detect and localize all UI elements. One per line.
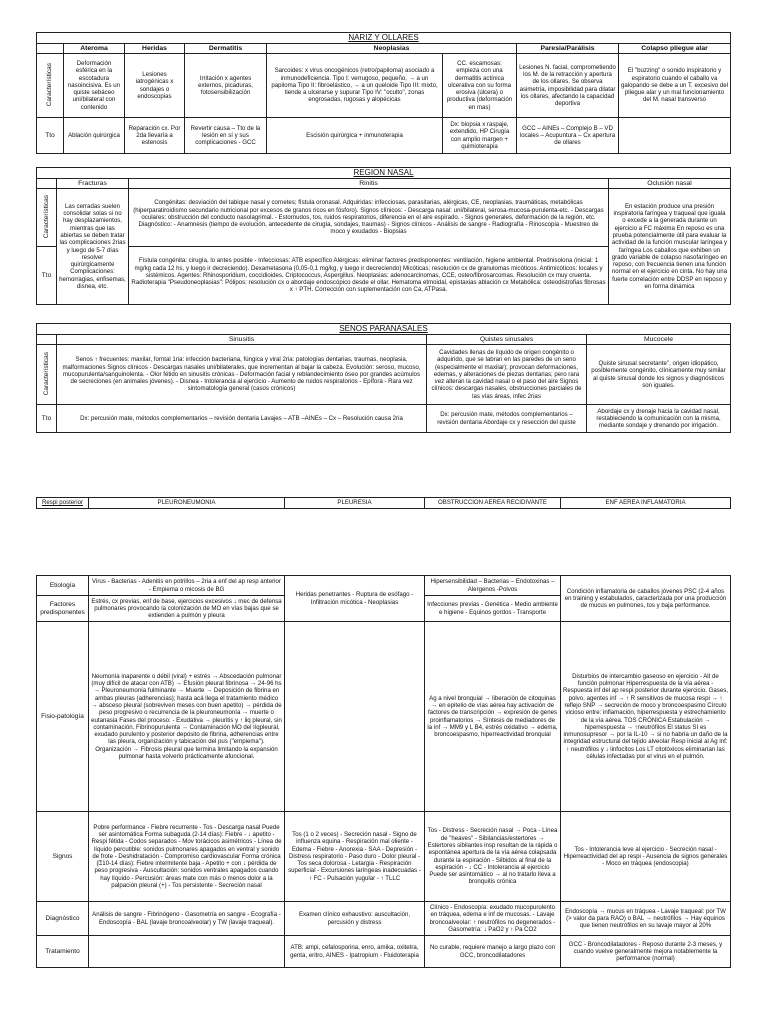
resp-header-pleuroneumonia: PLEURONEUMONIA	[89, 498, 285, 509]
senos-header-sinusitis: Sinusitis	[57, 335, 427, 345]
resp-row-label-tratamiento: Tratamiento	[37, 936, 89, 968]
nariz-cell-colapso: El "buzzing" o sonido inspiratorio y espiratorio cuando el caballo va galopando se debe a un T. excesivo del pliegue alar y un mal funcionamiento del M. nasal transverso	[619, 54, 731, 118]
nariz-tto-paresia: GCC – AINEs – Complejo B – VD locales – Acupuntura – Cx apertura de ollares	[517, 118, 619, 154]
senos-header-quistes: Quistes sinusales	[427, 335, 587, 345]
resp-tto-obstruccion: No curable, requiere manejo a largo plazo con GCC, broncodilatadores	[425, 936, 561, 968]
senos-cell-quistes: Cavidades llenas de líquido de origen congénito o adquirido, que se labran en las paredes de un seno (especialmente el maxilar); provocan deformaciones, edemas, y alteraciones de piezas dentarias; pero rara vez alteran la cavidad nasal o el paso del aire Signos clínicos: descargas nasales, obstrucciones parciales de las vías áreas, infec 2rias	[427, 345, 587, 405]
region-cell-oclusion: En estación produce una presión inspiratoria faríngea y traqueal que iguala o excede a la generada durante un ejercicio a FC máxima En reposo es una prueba potencialmente útil para evaluar la actividad de la función muscular laríngea y faríngea Los caballos que exhiben un grado variable de colapso nasofaríngeo en reposo, con frecuencia tienen una función normal en el ejercicio en cinta. No hay una fuerte correlación entre DDSP en reposo y en forma dinámica	[609, 189, 731, 305]
resp-factores-pleuroneumonia: Estrés, cx previas, enf de base, ejercicios excesivos ↓ mec de defensa pulmonares provocando la colonización de MO en vías bajas que se extienden a pulmón y pleura	[89, 596, 285, 622]
senos-row-label-caracteristicas: Características	[37, 345, 57, 405]
region-cell-fracturas: Las cerradas suelen consolidar solas si no hay desplazamientos, mientras que las abiertas se deben tratar las complicaciones 2rias y luego de 5-7 días resolver quirúrgicamente Complicaciones: hemorragias, enfisemas, disnea, etc.	[57, 189, 129, 305]
nariz-cell-cc-escamosas: CC. escamosas: empieza con una dermatitis actínica ulcerativa con su forma erosiva (úlcera) o productiva (deformación en mas)	[443, 54, 517, 118]
nariz-tto-dermatitis: Revertir causa – Tto de la lesión en sí y sus complicaciones - GCC	[185, 118, 267, 154]
resp-tto-pleuroneumonia	[89, 936, 285, 968]
nariz-cell-sarcoides: Sarcoides: x virus oncogénicos (retro/papiloma) asociado a inmunodeficiencia. Tipo I: verrugoso, pequeño, → a un papiloma Tipo II: fibroelástico, → a un queloide Tipo III: mixto, tiende a ulcerarse y supurar Tipo IV: "oculto", zonas engrosadas, rugosas y alopécicas	[267, 54, 443, 118]
region-title: REGION NASAL	[37, 168, 731, 179]
nariz-header-colapso: Colapso pliegue alar	[619, 44, 731, 54]
region-tto-rinitis: Fístula congénita: cirugía, lo antes posible - Infecciosas: ATB específico Alérgicas: eliminar factores predisponentes: ventilación, higiene ambiental. Prednisolona (inicial: 1 mg/kg cada 12 hs, y luego ir decreciendo). Dexametasona (0,05-0,1 mg/kg, y luego ir decreciendo) Micóticas: resolución cx de granulomas micóticos. Antimicóticos: locales y sistémicos. Agentes: Rhinosporidium, coccidioides, Criptococcus, Aspergillus. Neoplasias: adenocarcinomas, CCE, osteo/fibrosarcomas. Resolución cx muy cruenta. Radioterapia "Pseudoneoplasias": Pólipos: resolución cx o abordaje endoscópico desde el ollar. Hematoma etmoidal, epistaxias ablación cx Metabólica: osteodistrofias fibrosas x ↑ PTH. Corrección con suplementación con Ca, ATPasa.	[129, 247, 609, 305]
senos-tto-mucocele: Abordaje cx y drenaje hacia la cavidad nasal, restableciendo la comunicación con la misma, mediante sondaje y drenando por irrigación.	[587, 405, 731, 433]
resp-signos-pleuroneumonia: Pobre performance - Fiebre recurrente - Tos - Descarga nasal Puede ser asintomática Forma subaguda (2-14 días): Fiebre - ↓ apetito - Respi fétida - Codos separados - Mov torácicos asimétricos - Línea de líquido percutible: sonidos pulmonares apagados en ventral y sonido de frote - Deshidratación - Compromiso cardiovascular Forma crónica (⍰10-14 días): Fiebre intermitente baja - Apetito + con ↓ pérdida de peso progresiva - Auscultación: sonidos ventrales apagados cuando hay líquido - Percusión: áreas mate con más o menos dolor a la palpación pleural (+) - Tos persistente - Secreción nasal	[89, 812, 285, 902]
senos-cell-sinusitis: Senos ↑ frecuentes: maxilar, forntal 1ria: infección bacteriana, fúngica y viral 2ria: patologías dentarias, traumas, neoplasia, malformaciones Signos clínicos - Descargas nasales uni/bilaterales, que incrementan al bajar la cabeza. Evolución: seroso, mucoso, mucopurulenta/sanguinolenta. - Olor fétido en sinusitis crónicas - Deformación facial y reblandecimiento óseo por grandes acúmulos de secreciones (en animales jóvenes). - Disnea - Intolerancia al ejercicio - Aumento de ruidos respiratorios - Epífora - Rara vez sintomatología general (casos crónicos)	[57, 345, 427, 405]
nariz-title: NARIZ Y OLLARES	[37, 33, 731, 44]
resp-fisio-enf-inflamatoria: Disturbios de intercambio gaseoso en ejercicio - Alt de función pulmonar Hiperrespuesta de la vía aérea - Respuesta inf del ap respi posterior durante ejercicio. Gases, polvo, agentes inf → ↑ R sensitivos de mucosa respi → ↑ reflejo SNP → secreción de moco y broncoespasmo Círculo vicioso entre: inflamación, hiperrespuesta y estrechamiento de la vía aérea. TOS CRÓNICA Estabulación → hiperrespuesta → ↑neutrófilos El status SI es inmunosupresor → por la IL-10 → si no habría un daño de la integridad estructural del tejido alveolar Resp inicial al Ag inf: ↑ neutrófilos y ↓ linfocitos Los LT citotóxicos eliminarían las células infectadas por el virus en el pulmón.	[561, 622, 731, 812]
resp-etiologia-pleuroneumonia: Virus - Bacterias - Adenitis en potrillos – 2ria a enf del ap resp anterior - Empiema o micosis de BG	[89, 576, 285, 596]
nariz-header-paresia: Paresia/Parálisis	[517, 44, 619, 54]
nariz-tto-ateroma: Ablación quirúrgica	[64, 118, 125, 154]
senos-row-label-tto: Tto	[37, 405, 57, 433]
region-header-rinitis: Rinitis	[129, 179, 609, 189]
region-corner	[37, 179, 57, 189]
nariz-tto-sarcoides: Escisión quirúrgica + inmunoterapia	[267, 118, 443, 154]
resp-diag-pleuroneumonia: Análisis de sangre - Fibrinógeno - Gasometría en sangre - Ecografía - Endoscopía - BAL (lavaje broncoalveolar) y TW (lavaje traqueal).	[89, 902, 285, 936]
resp-row-label-etiologia: Etiología	[37, 576, 89, 596]
resp-tto-pleuresia: ATB: ampi, cefalosporina, enro, amika, oxitetra, genta, eritro, AINES - Ipatropium - Fluidoterapia	[285, 936, 425, 968]
nariz-table	[36, 32, 731, 154]
senos-tto-quistes: Dx: percusión mate, métodos complementarios – revisión dentaria Abordaje cx y resección del quiste	[427, 405, 587, 433]
nariz-cell-heridas: Lesiones iatrogénicas x sondajes o endoscopias	[125, 54, 185, 118]
region-header-fracturas: Fracturas	[57, 179, 129, 189]
region-nasal-table	[36, 167, 731, 305]
senos-header-mucocele: Mucocele	[587, 335, 731, 345]
resp-etiologia-enf-inflamatoria: Condición inflamatoria de caballos jóvenes PSC (2-4 años en training y estabulados, caracterizada por una producción de mucus en pulmones, tos y baja performance.	[561, 576, 731, 622]
resp-header-obstruccion: OBSTRUCCION AEREA RECIDIVANTE	[425, 498, 561, 509]
senos-tto-sinusitis: Dx: percusión mate, métodos complementarios – revisión dentaria Lavajes – ATB –AINEs – Cx – Resolución causa 2ria	[57, 405, 427, 433]
region-row-label-caracteristicas: Características	[37, 189, 57, 247]
nariz-tto-colapso	[619, 118, 731, 154]
resp-diag-obstruccion: Clínico - Endoscopía: exudado mucopurulento en tráquea, edema e inf de mucosas. - Lavaje broncoalveolar: ↑ neutrófilos no degenerados - Gasometría: ↓ PaO2 y ↑ Pa CO2	[425, 902, 561, 936]
resp-row-label-diagnostico: Diagnóstico	[37, 902, 89, 936]
resp-signos-obstruccion: Tos - Distress - Secreción nasal → Poca - Línea de "heaves" - Sibilancias/estertores → Estertores sibilantes insp resultan de la rápida o espontánea apertura de la vía aérea colapsada durante la espiración - Silbidos al final de la espiración - ↓ CC - Intolerancia al ejercicio Puede ser asintomático → al no tratarlo lleva a bronquitis crónica	[425, 812, 561, 902]
nariz-header-neoplasias: Neoplasias	[267, 44, 517, 54]
nariz-header-heridas: Heridas	[125, 44, 185, 54]
resp-fisio-obstruccion: Ag a nivel bronquial → liberación de citoquinas → en epitelio de vías aérea hay activación de factores de transcripción → expresión de genes proinflamatorios → Síntesis de mediadores de la inf → MM9 y L B4, estrés oxidativo → edema, broncoespasmo, hiperreactividad bronquial	[425, 622, 561, 812]
resp-header-pleuresia: PLEURESIA	[285, 498, 425, 509]
nariz-tto-heridas: Reparación cx. Por 2da llevaría a estenosis	[125, 118, 185, 154]
nariz-header-dermatitis: Dermatitis	[185, 44, 267, 54]
resp-diag-enf-inflamatoria: Endoscopía → mucus en tráquea - Lavaje traqueal: por TW (> valor da para RAO) o BAL → neutrófilos → Hay equinos que tienen neutrófilos en su lavaje mayor al 20%	[561, 902, 731, 936]
nariz-row-label-caracteristicas: Características	[37, 54, 64, 118]
senos-table	[36, 323, 731, 433]
resp-signos-pleuresia: Tos (1 o 2 veces) - Secreción nasal - Signo de influenza equina - Respiración mal oliente - Edema - Fiebre - Anorexia - SAA - Depresión - Distress respiratorio - Paso duro - Dolor pleural - Tos seca dolorosa - Letargia - Respiración superficial - Excursiones laríngeas inadecuadas - ↑ FC - Pulsación yugular - ↑ TLLC	[285, 812, 425, 902]
nariz-row-label-tto: Tto	[37, 118, 64, 154]
senos-corner	[37, 335, 57, 345]
nariz-cell-paresia: Lesiones N. facial, comprometiendo los M. de la retracción y apertura de los ollares. Se observa asimetría, imposibilidad para dilatar los ollares, afectando la capacidad deportiva	[517, 54, 619, 118]
resp-fisio-pleuresia	[285, 622, 425, 812]
nariz-corner	[37, 44, 64, 54]
resp-etiologia-pleuresia: Heridas penetrantes - Ruptura de esófago - Infiltración micótica - Neoplasias	[285, 576, 425, 622]
nariz-tto-cc-escamosas: Dx: biopsia x raspaje, extendido, HP Cirugía con amplio margen + quimioterapia	[443, 118, 517, 154]
region-header-oclusion: Oclusión nasal	[609, 179, 731, 189]
resp-factores-obstruccion: Infecciones previas - Genética - Medio ambiente e higiene - Equinos gordos - Transporte	[425, 596, 561, 622]
resp-row-label-fisiopatologia: Fisio-patología	[37, 622, 89, 812]
resp-header-label: Respi posterior	[37, 498, 89, 509]
senos-title: SENOS PARANASALES	[37, 324, 731, 335]
nariz-header-ateroma: Ateroma	[64, 44, 125, 54]
resp-tto-enf-inflamatoria: GCC - Broncodilatadores - Reposo durante 2-3 meses, y cuando vuelve generalmente mejora notablemente la performance (normal)	[561, 936, 731, 968]
resp-row-label-signos: Signos	[37, 812, 89, 902]
resp-body-table	[36, 575, 731, 968]
resp-signos-enf-inflamatoria: Tos - Intolerancia leve al ejercicio - Secreción nasal - Hiperreactividad del ap respi - Ausencia de signos generales - Moco en tráquea (endoscopia)	[561, 812, 731, 902]
resp-diag-pleuresia: Examen clínico exhaustivo: auscultación, percusión y distress	[285, 902, 425, 936]
nariz-cell-ateroma: Deformación esférica en la escotadura nasoincisiva. Es un quiste sebáceo uni/bilateral con contenido	[64, 54, 125, 118]
resp-row-label-factores: Factores predisponentes	[37, 596, 89, 622]
resp-header-table	[36, 497, 731, 509]
resp-etiologia-obstruccion: Hipersensibilidad – Bacterias – Endotoxinas – Alergenos -Polvos	[425, 576, 561, 596]
region-cell-rinitis: Congénitas: desviación del tabique nasal y cornetes; fístula oronasal. Adquiridas: infecciosas, parasitarias, alérgicas, CE, neoplasias, traumáticas, metabólicas (hiperparatiroidismo secundario nutricional por excesos de granos ricos en fósforo). Signos clínicos: - Descarga nasal: uni/bilateral, serosa-mucosa-purulenta-etc. - Descargas oculares: obstrucción del conducto nasolagrimal. - Estornudos, tos, ruidos respiratorios, diferencia en el aire espirado. - Signos generales, deformación de la región, etc. Diagnóstico: - Anamnesis (tiempo de evolución, antecedente de cirugía, sondajes, traumas) - Signos clínicos - Análisis de sangre - Radiografía - Rinoscopia - Muestreo de moco y exudados - Biopsias	[129, 189, 609, 247]
resp-fisio-pleuroneumonia: Neumonía inaparente o débil (viral) + estrés → Abscedación pulmonar (muy difícil de atacar con ATB) → Efusión pleural fibrinosa → 24-96 hs → Pleuroneumonía fulminante → Muerte → Deposición de fibrina en ambas pleuras (adherencias); hasta acá llega el tratamiento médico → absceso pleural (sobreviven meses con buen apetito) → pérdida de peso progresivo o recurrencia de la pleuroneumonía → muerte o eutanasia Fases del proceso: - Exudativa → pleuritis y ↑ liq pleural, sin contaminación. Fibrinopurulenta → Contaminación MO del líqpleural, exudado purulento y posterior depósito de fibrina, adherencias entre las pleura, organización y tabicación del pus ("empiema"). Organización → Fibrosis pleural que termina limitando la expansión pulmonar hasta volverlo prácticamente afuncional.	[89, 622, 285, 812]
nariz-cell-dermatitis: Irritación x agentes externos, picaduras, fotosensibilización	[185, 54, 267, 118]
senos-cell-mucocele: Quiste sinusal secretante", origen idiopático, posiblemente congénito, clínicamente muy similar al quiste sinusal donde los signos y diagnósticos son iguales.	[587, 345, 731, 405]
resp-header-enf-inflamatoria: ENF AEREA INFLAMATORIA	[561, 498, 731, 509]
region-row-label-tto: Tto	[37, 247, 57, 305]
